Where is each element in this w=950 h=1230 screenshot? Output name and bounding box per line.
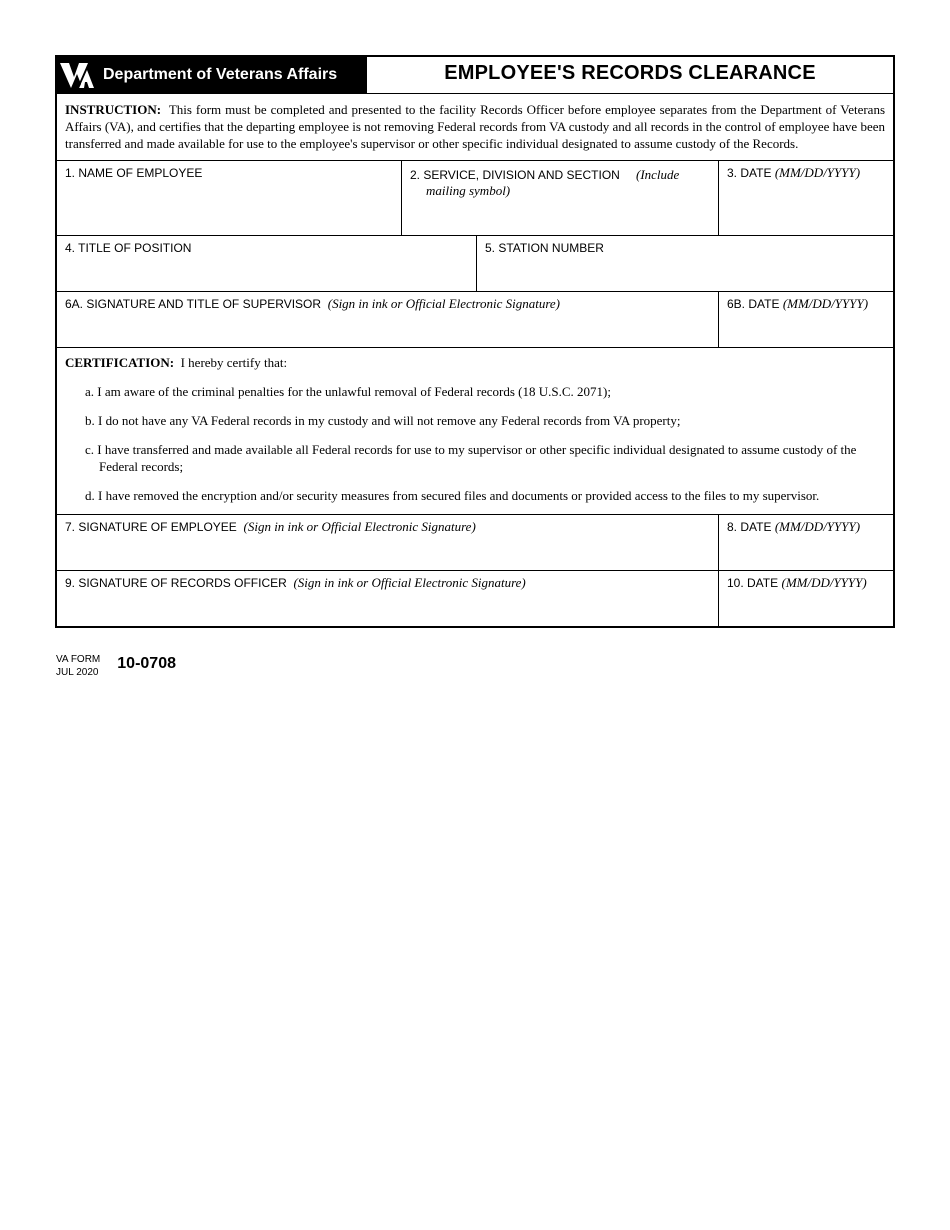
date-10-field[interactable] [718,571,893,626]
date-6b-label: 6B. DATE [727,297,780,311]
form-label: VA FORM [56,654,101,665]
form-number: 10-0708 [117,655,176,672]
instruction-block [57,94,893,161]
form-revision: JUL 2020 [56,667,99,678]
service-division-label: 2. SERVICE, DIVISION AND SECTION [410,168,620,182]
date-8-label: 8. DATE [727,520,772,534]
certification-list [65,383,885,504]
supervisor-signature-field[interactable] [57,292,718,347]
service-division-field[interactable] [401,161,718,235]
employee-signature-label: 7. SIGNATURE OF EMPLOYEE [65,520,237,534]
title-of-position-label: 4. TITLE OF POSITION [65,241,192,255]
row-supervisor [57,292,893,348]
station-number-label: 5. STATION NUMBER [485,241,604,255]
station-number-field[interactable] [476,236,893,291]
certification-item-b: b. I do not have any VA Federal records in my custody and will not remove any Federal records from VA property; [85,413,681,428]
records-officer-signature-field[interactable] [57,571,718,626]
date-3-label: 3. DATE [727,166,772,180]
certification-label: CERTIFICATION: [65,355,175,370]
employee-signature-note: (Sign in ink or Official Electronic Signature) [243,519,476,534]
supervisor-signature-note: (Sign in ink or Official Electronic Signature) [327,296,561,311]
date-10-note: (MM/DD/YYYY) [781,575,867,590]
agency-name: Department of Veterans Affairs [103,66,338,83]
form-footer [56,653,176,679]
records-clearance-form [55,55,895,628]
date-3-field[interactable] [718,161,893,235]
certification-item-d: d. I have removed the encryption and/or security measures from secured files and documents or provided access to the files to my supervisor. [85,488,820,503]
service-division-note: (Include mailing symbol) [426,167,680,198]
row-employee-info [57,161,893,236]
instruction-label: INSTRUCTION: [65,102,162,117]
employee-signature-field[interactable] [57,515,718,570]
form-id-block [56,653,100,679]
certification-item-a: a. I am aware of the criminal penalties for the unlawful removal of Federal records (18 U.S.C. 2071); [85,384,611,399]
row-employee-signature [57,515,893,571]
date-6b-field[interactable] [718,292,893,347]
date-8-field[interactable] [718,515,893,570]
certification-intro: I hereby certify that: [180,355,288,370]
date-10-label: 10. DATE [727,576,779,590]
row-position [57,236,893,292]
certification-block [57,348,893,515]
records-officer-signature-note: (Sign in ink or Official Electronic Signature) [293,575,526,590]
certification-item-c: c. I have transferred and made available all Federal records for use to my supervisor or other specific individual designated to assume custody of the Federal records; [85,442,857,474]
records-officer-signature-label: 9. SIGNATURE OF RECORDS OFFICER [65,576,287,590]
supervisor-signature-label: 6A. SIGNATURE AND TITLE OF SUPERVISOR [65,297,322,311]
name-of-employee-label: 1. NAME OF EMPLOYEE [65,166,203,180]
form-title: EMPLOYEE'S RECORDS CLEARANCE [444,62,816,84]
name-of-employee-field[interactable] [57,161,401,235]
va-logo-icon [59,60,95,90]
title-of-position-field[interactable] [57,236,476,291]
agency-banner [57,57,367,93]
date-8-note: (MM/DD/YYYY) [774,519,861,534]
date-3-note: (MM/DD/YYYY) [774,165,861,180]
instruction-text: This form must be completed and presented to the facility Records Officer before employee separates from the Department of Veterans Affairs (VA), and certifies that the departing employee is not removing Federal records from VA custody and all records in the control of employee have been transferred and made available for use to the employee's supervisor or other specific individual designated to assume custody of the Records. [65,102,886,151]
form-header [57,57,893,94]
date-6b-note: (MM/DD/YYYY) [782,296,869,311]
row-records-officer [57,571,893,626]
